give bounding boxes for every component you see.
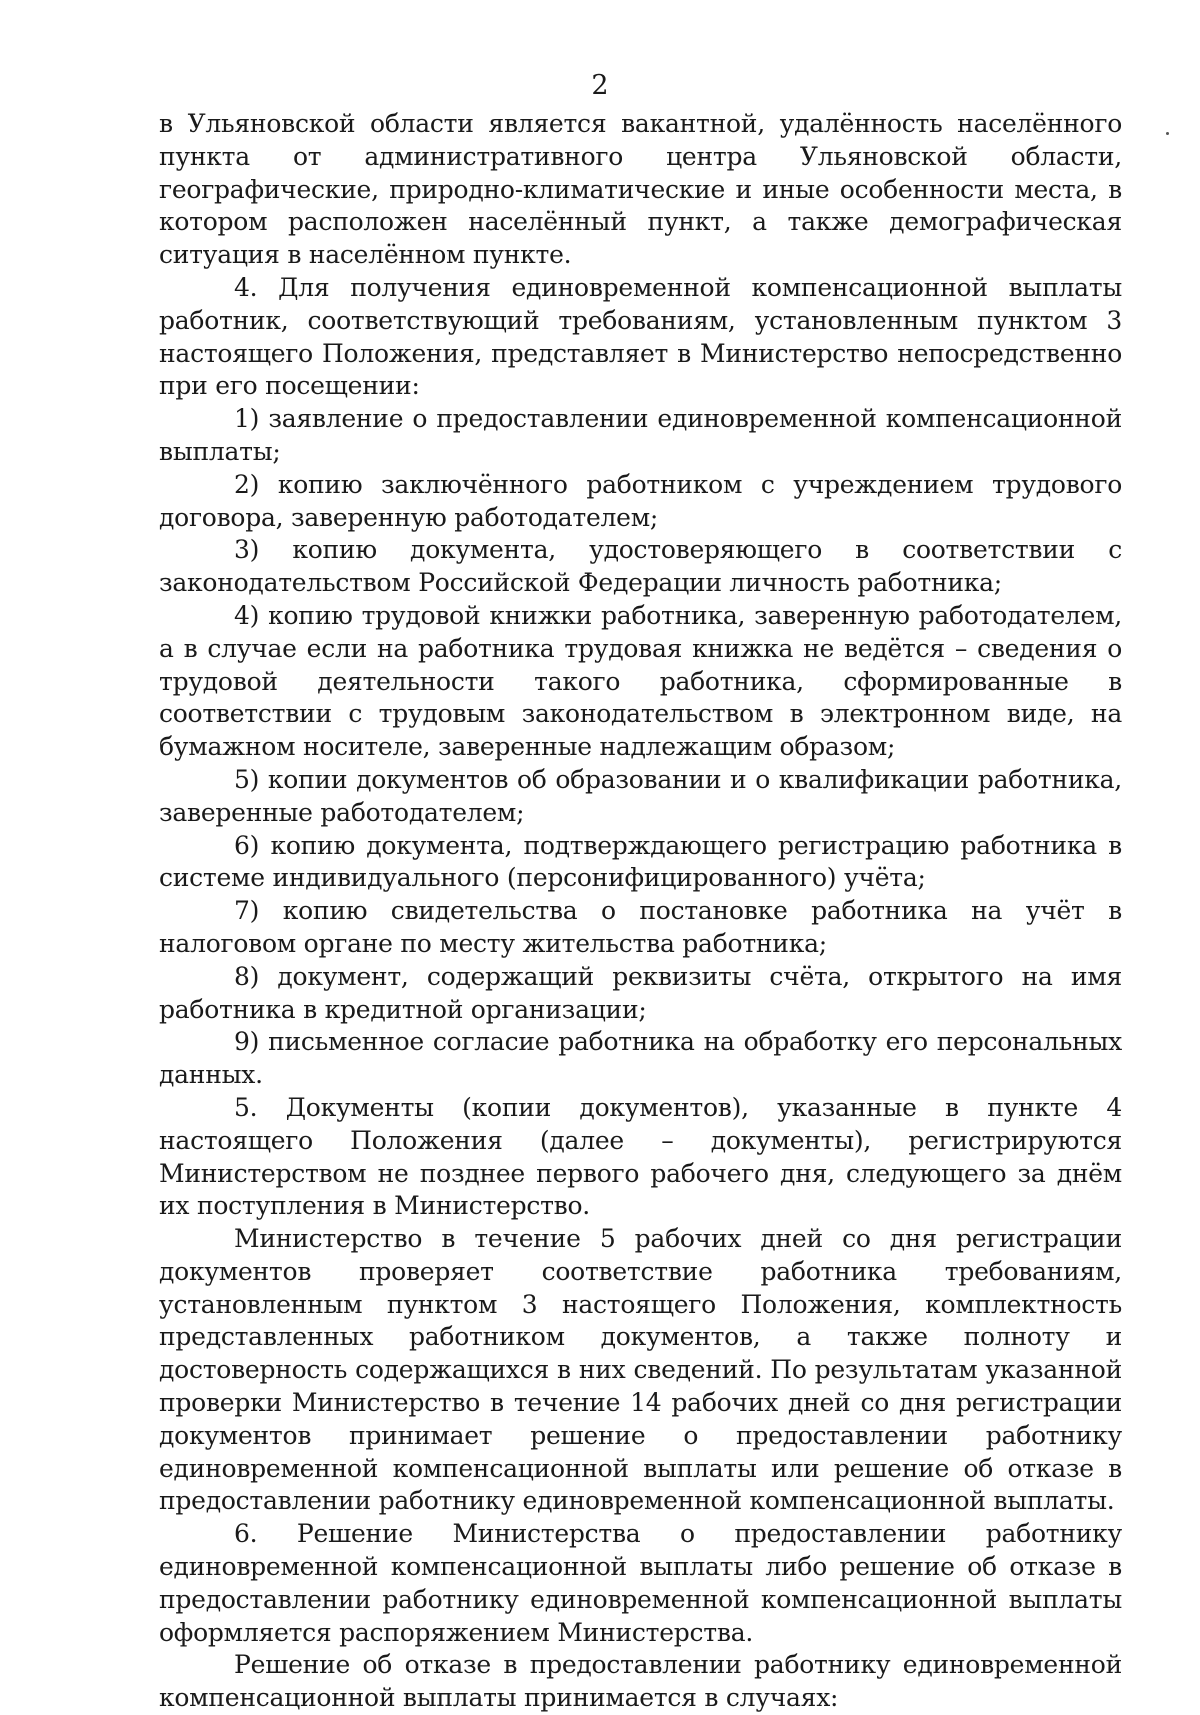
paragraph-continuation: в Ульяновской области является вакантной, удалённость населённого пункта от административного центра Ульяновской области, географические, природно-климатические и иные особенности места, в котором расположен населённый пункт, а также демографическая ситуация в населённом пункте.	[159, 109, 1122, 270]
paragraph-ministry-check: Министерство в течение 5 рабочих дней со дня регистрации документов проверяет соответствие работника требованиям, установленным пунктом 3 настоящего Положения, комплектность представленных работником документов, а также полноту и достоверность содержащихся в них сведений. По результатам указанной проверки Министерство в течение 14 рабочих дней со дня регистрации документов принимает решение о предоставлении работнику единовременной компенсационной выплаты или решение об отказе в предоставлении работнику единовременной компенсационной выплаты.	[159, 1224, 1122, 1516]
document-body	[159, 108, 1122, 1715]
list-item-5: 5) копии документов об образовании и о квалификации работника, заверенные работодателем;	[159, 764, 1122, 827]
list-item-7: 7) копию свидетельства о постановке работника на учёт в налоговом органе по месту жительства работника;	[159, 896, 1122, 958]
paragraph-item-5: 5. Документы (копии документов), указанные в пункте 4 настоящего Положения (далее – документы), регистрируются Министерством не позднее первого рабочего дня, следующего за днём их поступления в Министерство.	[159, 1092, 1122, 1221]
list-item-6: 6) копию документа, подтверждающего регистрацию работника в системе индивидуального (персонифицированного) учёта;	[159, 830, 1122, 893]
list-item-9: 9) письменное согласие работника на обработку его персональных данных.	[159, 1027, 1122, 1090]
paragraph-refusal-cases: Решение об отказе в предоставлении работнику единовременной компенсационной выплаты принимается в случаях:	[159, 1650, 1122, 1713]
scan-speck	[1166, 132, 1169, 135]
list-item-4: 4) копию трудовой книжки работника, заверенную работодателем, а в случае если на работника трудовая книжка не ведётся – сведения о трудовой деятельности такого работника, сформированные в соответствии с трудовым законодательством в электронном виде, на бумажном носителе, заверенные надлежащим образом;	[159, 600, 1122, 762]
paragraph-item-4: 4. Для получения единовременной компенсационной выплаты работник, соответствующий требованиям, установленным пунктом 3 настоящего Положения, представляет в Министерство непосредственно при его посещении:	[159, 272, 1122, 401]
list-item-3: 3) копию документа, удостоверяющего в соответствии с законодательством Российской Федерации личность работника;	[159, 535, 1122, 598]
list-item-8: 8) документ, содержащий реквизиты счёта, открытого на имя работника в кредитной организации;	[159, 961, 1122, 1024]
list-item-1: 1) заявление о предоставлении единовременной компенсационной выплаты;	[159, 404, 1122, 466]
page-number: 2	[591, 70, 609, 101]
paragraph-item-6: 6. Решение Министерства о предоставлении работнику единовременной компенсационной выплаты либо решение об отказе в предоставлении работнику единовременной компенсационной выплаты оформляется распоряжением Министерства.	[159, 1519, 1122, 1647]
list-item-2: 2) копию заключённого работником с учреждением трудового договора, заверенную работодателем;	[159, 469, 1122, 532]
